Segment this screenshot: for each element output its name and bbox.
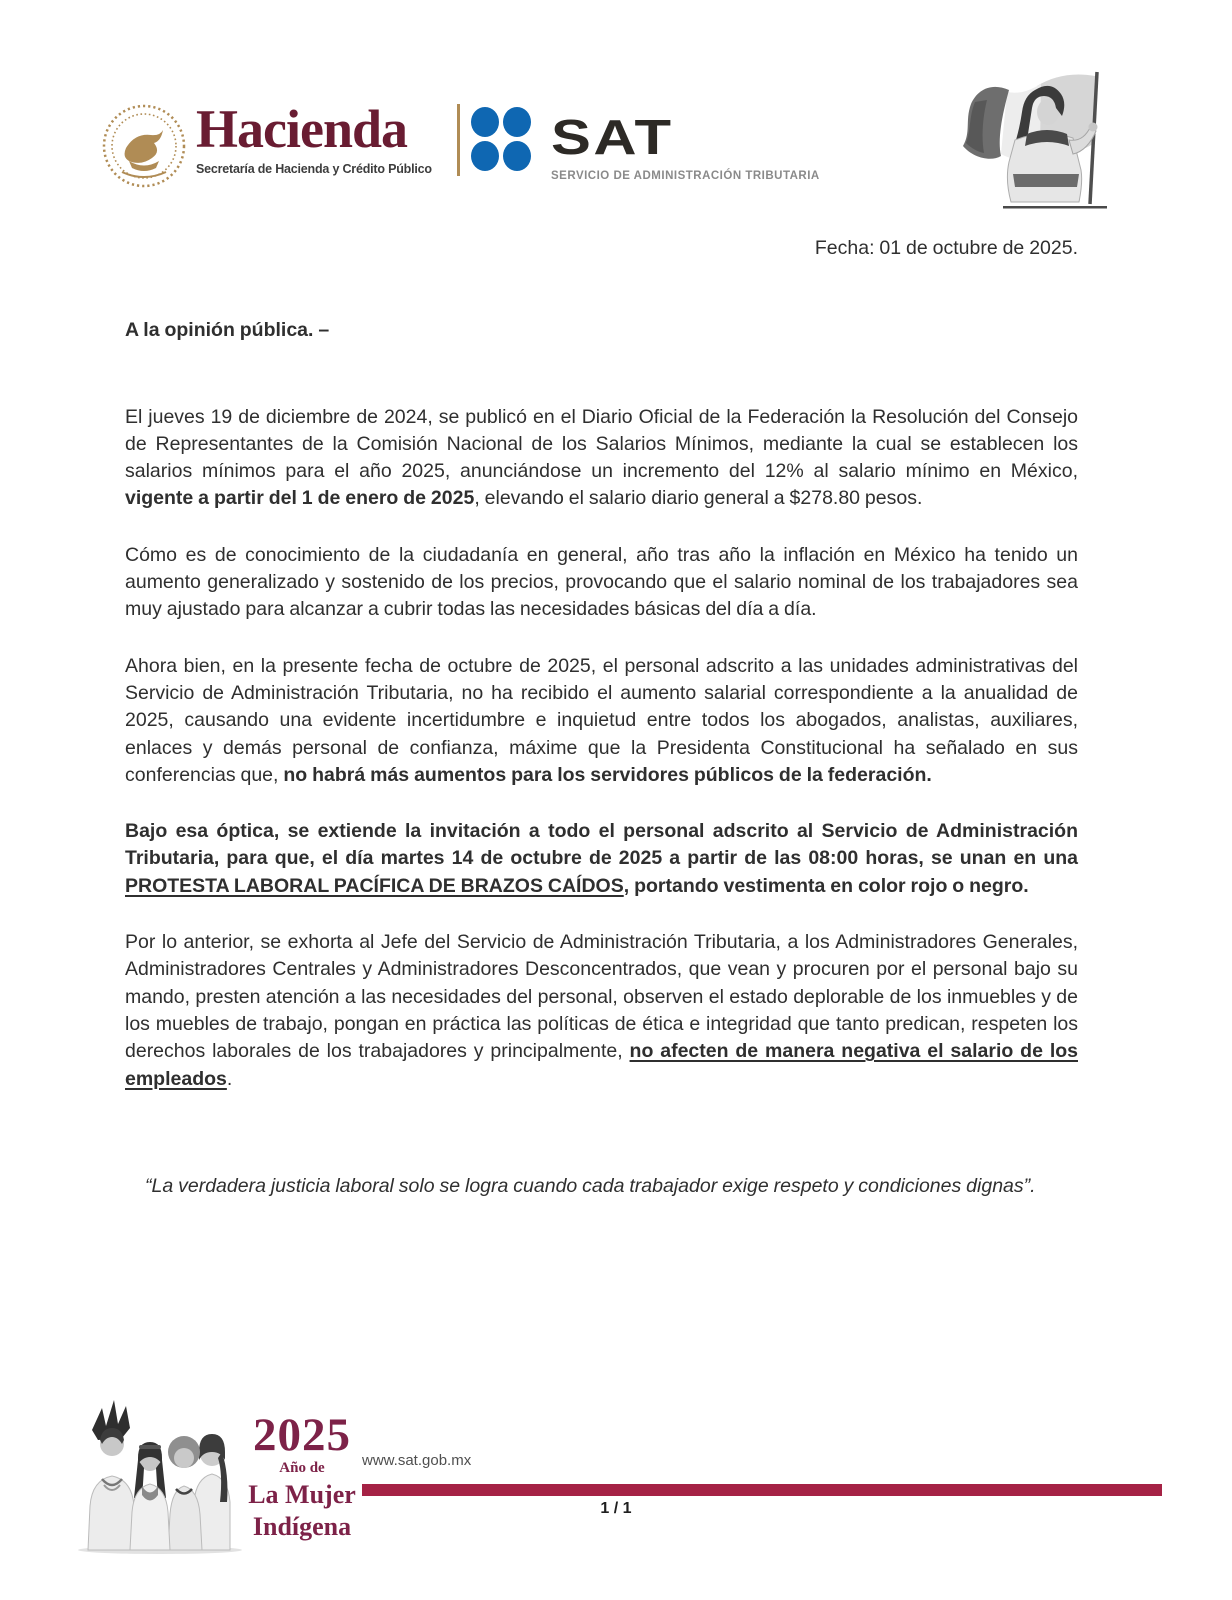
hacienda-subtitle: Secretaría de Hacienda y Crédito Público <box>196 162 432 176</box>
salutation: A la opinión pública. – <box>125 319 330 342</box>
footer-bar <box>362 1484 1162 1496</box>
paragraph-5: Por lo anterior, se exhorta al Jefe del Servicio de Administración Tributaria, a los Administradores Generales, Administradores Centrales y Administradores Desconcentrados, que vean y procuren por el personal bajo su mando, presten atención a las necesidades del personal, observen el estado deplorable de los inmuebles y de los muebles de trabajo, pongan en práctica las políticas de ética e integridad que tanto predican, respeten los derechos laborales de los trabajadores y principalmente, no afecten de manera negativa el salario de los empleados. <box>125 931 1078 1090</box>
sat-wordmark: SAT <box>551 111 674 165</box>
website-text: www.sat.gob.mx <box>362 1452 472 1469</box>
year-campaign-logo <box>247 1409 357 1543</box>
hacienda-wordmark: Hacienda <box>196 99 408 159</box>
campaign-line-1: Año de <box>279 1460 325 1476</box>
campaign-line-2: La Mujer <box>248 1480 356 1509</box>
page-indicator: 1 / 1 <box>600 1500 632 1517</box>
indigenous-women-illustration <box>72 1382 247 1562</box>
sat-subtitle: SERVICIO DE ADMINISTRACIÓN TRIBUTARIA <box>551 170 820 182</box>
campaign-line-3: Indígena <box>252 1512 352 1541</box>
paragraph-4: Bajo esa óptica, se extiende la invitación a todo el personal adscrito al Servicio de Administración Tributaria, para que, el día martes 14 de octubre de 2025 a partir de las 08:00 horas, se unan en una PROTESTA LABORAL PACÍFICA DE BRAZOS CAÍDOS, portando vestimenta en color rojo o negro. <box>125 820 1078 897</box>
paragraph-2: Cómo es de conocimiento de la ciudadanía en general, año tras año la inflación en México ha tenido un aumento generalizado y sostenido de los precios, provocando que el salario nominal de los trabajadores sea muy ajustado para alcanzar a cubrir todas las necesidades básicas del día a día. <box>125 543 1078 621</box>
date-line: Fecha: 01 de octubre de 2025. <box>814 237 1078 259</box>
letter-body <box>125 0 1078 1200</box>
closing-quote: “La verdadera justicia laboral solo se logra cuando cada trabajador exige respeto y condiciones dignas”. <box>145 1174 1036 1197</box>
paragraph-1: El jueves 19 de diciembre de 2024, se publicó en el Diario Oficial de la Federación la Resolución del Consejo de Representantes de la Comisión Nacional de los Salarios Mínimos, mediante la cual se establecen los salarios mínimos para el año 2025, anunciándose un incremento del 12% al salario mínimo en México, vigente a partir del 1 de enero de 2025, elevando el salario diario general a $278.80 pesos. <box>125 405 1078 510</box>
campaign-year: 2025 <box>253 1409 351 1461</box>
paragraph-3: Ahora bien, en la presente fecha de octubre de 2025, el personal adscrito a las unidades administrativas del Servicio de Administración Tributaria, no ha recibido el aumento salarial correspondiente a la anualidad de 2025, causando una evidente incertidumbre e inquietud entre todos los abogados, analistas, auxiliares, enlaces y demás personal de confianza, máxime que la Presidenta Constitucional ha señalado en sus conferencias que, no habrá más aumentos para los servidores públicos de la federación. <box>125 654 1078 786</box>
